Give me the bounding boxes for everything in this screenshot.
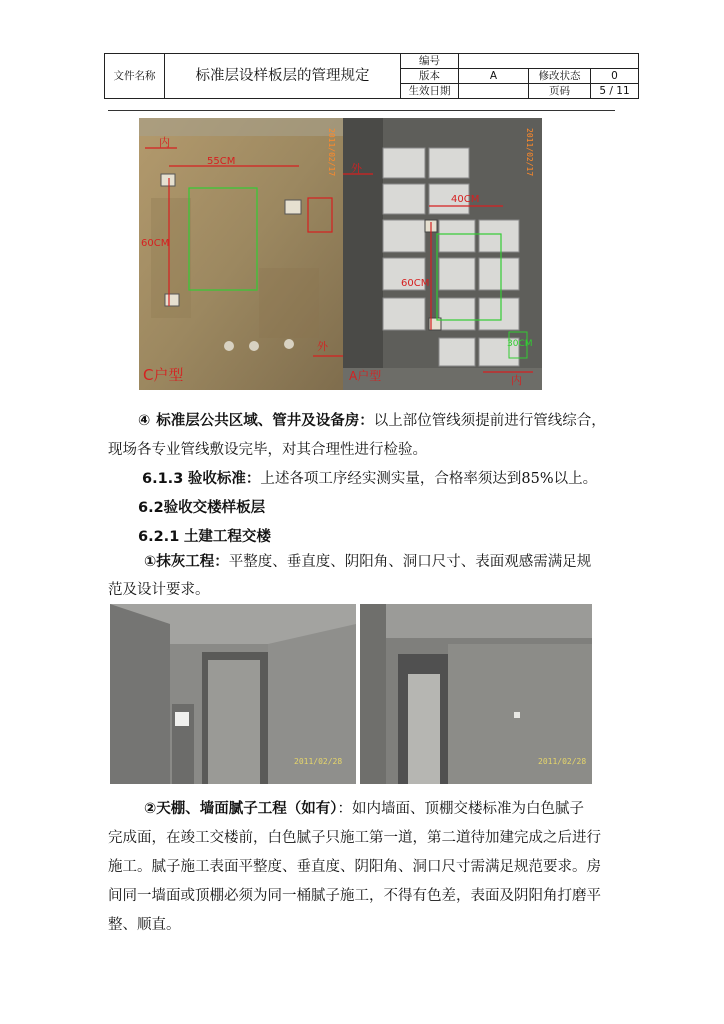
photo-date-stamp: 2011/02/17 — [327, 128, 336, 177]
page-label: 页码 — [529, 84, 591, 99]
number-value — [459, 54, 639, 69]
dim-40cm: 40CM — [451, 194, 480, 205]
section-6-2-heading: 6.2验收交楼样板层 — [138, 500, 266, 516]
item-2-text3: 施工。腻子施工表面平整度、垂直度、阴阳角、洞口尺寸需满足规范要求。房 — [108, 859, 601, 875]
item-2-text2: 完成面，在竣工交楼前，白色腻子只施工第一道，第二道待加建完成之后进行 — [108, 830, 601, 846]
document-header-table — [104, 53, 639, 99]
section-4-text2: 现场各专业管线敷设完毕，对其合理性进行检验。 — [108, 442, 427, 458]
dim-60cm: 60CM — [141, 238, 170, 249]
label-outside-a: 外 — [351, 162, 362, 175]
photo-date-stamp-a: 2011/02/17 — [525, 128, 534, 177]
header-rule — [108, 110, 615, 111]
page-number: 5 / 11 — [591, 84, 639, 99]
clause-6-1-3-num: 6.1.3 — [142, 471, 184, 487]
document-title: 标准层设样板层的管理规定 — [165, 54, 401, 99]
photo-a-unit-wall — [343, 118, 542, 390]
photo-c-unit-wall — [139, 118, 343, 390]
caption-c-unit: C户型 — [143, 366, 184, 384]
item-2-text1: ：如内墙面、顶棚交楼标准为白色腻子 — [337, 801, 585, 817]
label-inside-a: 内 — [511, 374, 522, 387]
item-2-num: ② — [144, 801, 157, 817]
number-label: 编号 — [401, 54, 459, 69]
clause-6-1-3-heading: 验收标准： — [187, 471, 261, 487]
photo-plastering-right — [360, 604, 592, 784]
file-name-label: 文件名称 — [105, 54, 165, 99]
dim-30cm: 30CM — [507, 339, 533, 349]
revision-label: 修改状态 — [529, 69, 591, 84]
section-4-heading: 标准层公共区域、管井及设备房： — [156, 413, 374, 429]
item-1-text1: 平整度、垂直度、阴阳角、洞口尺寸、表面观感需满足规 — [228, 554, 592, 570]
effective-date-value — [459, 84, 529, 99]
item-1-line1 — [144, 550, 591, 571]
section-4-num: ④ — [138, 413, 151, 429]
photo-date-stamp-right: 2011/02/28 — [538, 757, 587, 766]
label-inside: 内 — [159, 136, 170, 149]
section-6-2-1-num: 6.2.1 — [138, 529, 180, 545]
clause-6-1-3 — [142, 467, 597, 488]
clause-6-1-3-text: 上述各项工序经实测实量，合格率须达到85%以上。 — [260, 471, 598, 487]
dim-60cm-a: 60CM — [401, 278, 430, 289]
label-outside: 外 — [317, 340, 328, 353]
caption-a-unit: A户型 — [349, 369, 382, 383]
item-2-text4: 间同一墙面或顶棚必须为同一桶腻子施工，不得有色差，表面及阴阳角打磨平 — [108, 888, 601, 904]
version-label: 版本 — [401, 69, 459, 84]
version-value: A — [459, 69, 529, 84]
section-6-2-1 — [138, 525, 271, 546]
item-2-heading: 天棚、墙面腻子工程（如有） — [156, 801, 338, 817]
item-1-text2: 范及设计要求。 — [108, 582, 210, 598]
section-4-line1 — [138, 409, 606, 430]
section-6-2-1-heading: 土建工程交楼 — [183, 529, 271, 545]
item-1-num: ① — [144, 554, 157, 570]
photo-plastering-left — [110, 604, 356, 784]
item-1-heading: 抹灰工程： — [156, 554, 229, 570]
item-2-text5: 整、顺直。 — [108, 917, 181, 933]
item-2-line1 — [144, 797, 584, 818]
effective-date-label: 生效日期 — [401, 84, 459, 99]
revision-value: 0 — [591, 69, 639, 84]
section-4-text1: 以上部位管线须提前进行管线综合， — [373, 413, 606, 429]
dim-55cm: 55CM — [207, 156, 236, 167]
photo-date-stamp-left: 2011/02/28 — [294, 757, 343, 766]
